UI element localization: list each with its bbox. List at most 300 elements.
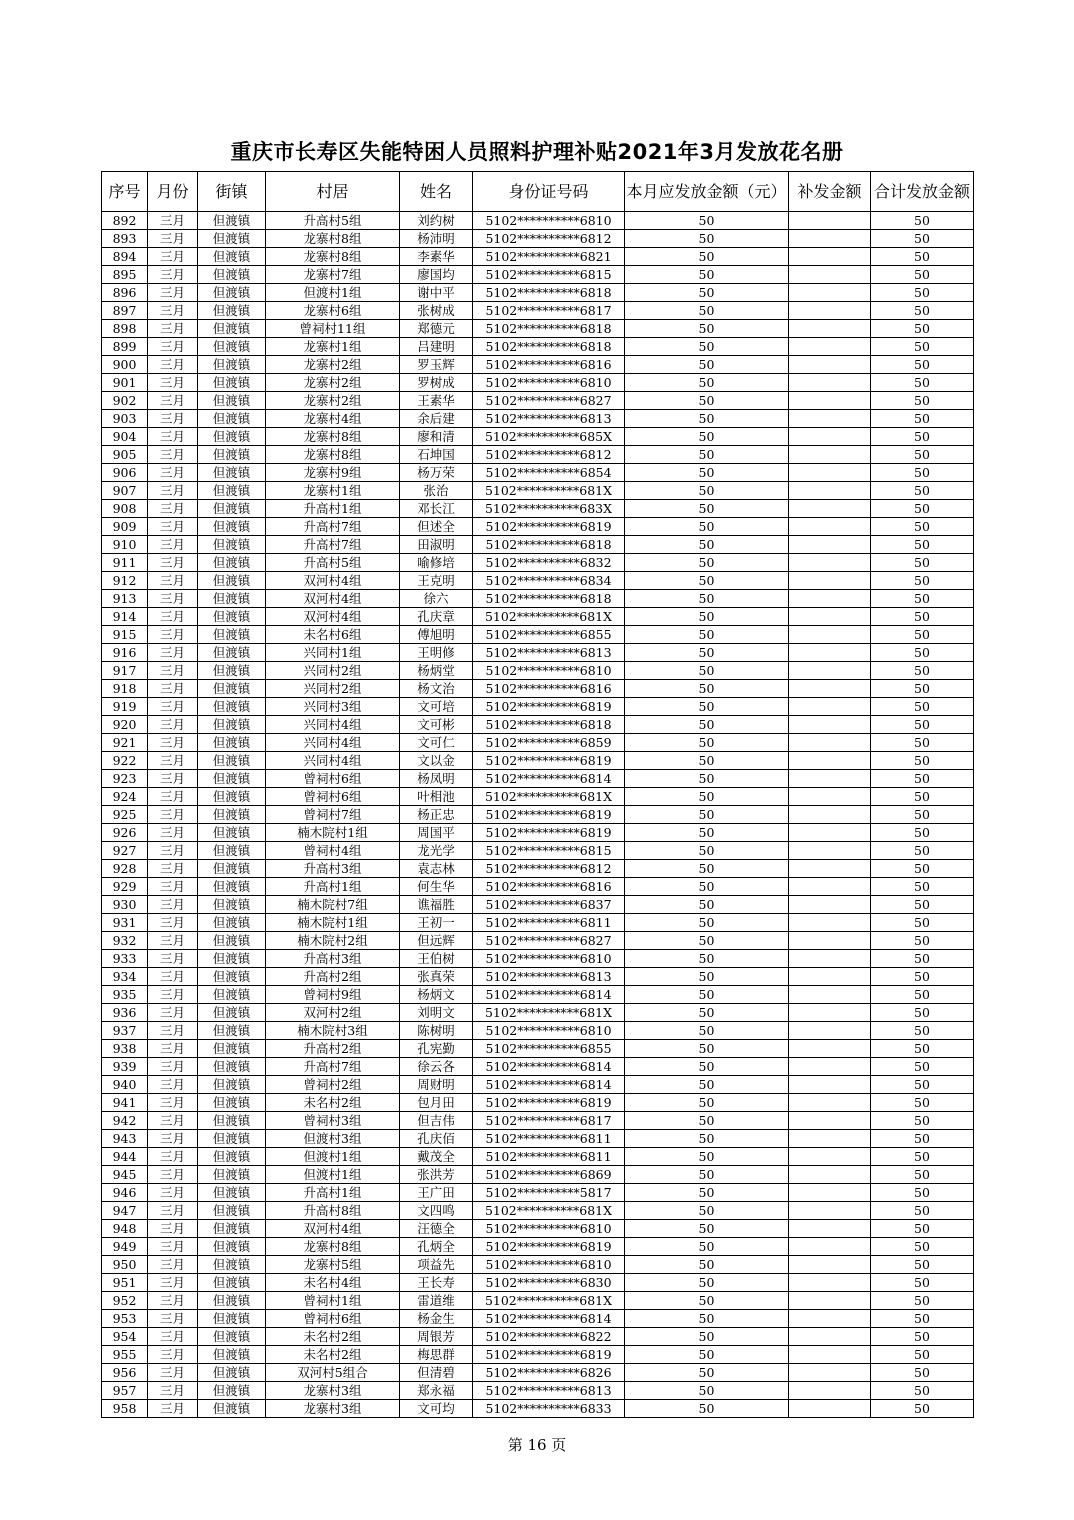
table-row <box>102 410 974 428</box>
row-total-amount: 50 <box>871 1256 974 1274</box>
row-town: 但渡镇 <box>198 284 266 302</box>
row-index: 920 <box>102 716 148 734</box>
row-id-number: 5102**********683X <box>473 500 625 518</box>
row-village: 龙寨村4组 <box>266 410 400 428</box>
row-index: 936 <box>102 1004 148 1022</box>
row-id-number: 5102**********681X <box>473 1292 625 1310</box>
row-id-number: 5102**********6819 <box>473 1346 625 1364</box>
row-monthly-amount: 50 <box>625 1238 789 1256</box>
row-town: 但渡镇 <box>198 716 266 734</box>
row-total-amount: 50 <box>871 896 974 914</box>
row-supplement-amount <box>789 680 871 698</box>
row-name: 罗玉辉 <box>400 356 473 374</box>
row-village: 双河村4组 <box>266 608 400 626</box>
row-village: 龙寨村8组 <box>266 1238 400 1256</box>
row-supplement-amount <box>789 914 871 932</box>
row-town: 但渡镇 <box>198 1400 266 1418</box>
row-total-amount: 50 <box>871 302 974 320</box>
row-id-number: 5102**********681X <box>473 482 625 500</box>
table-body <box>102 212 974 1418</box>
row-index: 929 <box>102 878 148 896</box>
row-supplement-amount <box>789 554 871 572</box>
row-index: 895 <box>102 266 148 284</box>
row-village: 未名村2组 <box>266 1346 400 1364</box>
row-month: 三月 <box>148 1292 198 1310</box>
row-name: 王明修 <box>400 644 473 662</box>
row-name: 戴茂全 <box>400 1148 473 1166</box>
row-name: 孔庆章 <box>400 608 473 626</box>
row-monthly-amount: 50 <box>625 1004 789 1022</box>
row-index: 952 <box>102 1292 148 1310</box>
table-row <box>102 356 974 374</box>
row-month: 三月 <box>148 1112 198 1130</box>
row-monthly-amount: 50 <box>625 1274 789 1292</box>
row-month: 三月 <box>148 572 198 590</box>
row-village: 龙寨村9组 <box>266 464 400 482</box>
row-supplement-amount <box>789 788 871 806</box>
row-supplement-amount <box>789 572 871 590</box>
row-total-amount: 50 <box>871 374 974 392</box>
row-supplement-amount <box>789 446 871 464</box>
row-index: 935 <box>102 986 148 1004</box>
row-name: 王素华 <box>400 392 473 410</box>
row-town: 但渡镇 <box>198 356 266 374</box>
table-row <box>102 1256 974 1274</box>
row-monthly-amount: 50 <box>625 950 789 968</box>
row-month: 三月 <box>148 1328 198 1346</box>
table-row <box>102 734 974 752</box>
row-index: 908 <box>102 500 148 518</box>
row-town: 但渡镇 <box>198 248 266 266</box>
row-index: 910 <box>102 536 148 554</box>
row-village: 龙寨村7组 <box>266 266 400 284</box>
row-name: 张树成 <box>400 302 473 320</box>
row-village: 曾祠村6组 <box>266 788 400 806</box>
row-town: 但渡镇 <box>198 482 266 500</box>
row-id-number: 5102**********6816 <box>473 878 625 896</box>
row-id-number: 5102**********6833 <box>473 1400 625 1418</box>
row-id-number: 5102**********6814 <box>473 770 625 788</box>
table-row <box>102 1202 974 1220</box>
row-town: 但渡镇 <box>198 1346 266 1364</box>
row-total-amount: 50 <box>871 1310 974 1328</box>
row-supplement-amount <box>789 464 871 482</box>
row-index: 939 <box>102 1058 148 1076</box>
row-id-number: 5102**********6855 <box>473 1040 625 1058</box>
row-id-number: 5102**********6813 <box>473 1382 625 1400</box>
row-town: 但渡镇 <box>198 644 266 662</box>
row-month: 三月 <box>148 1238 198 1256</box>
row-monthly-amount: 50 <box>625 1166 789 1184</box>
row-id-number: 5102**********6813 <box>473 644 625 662</box>
row-month: 三月 <box>148 302 198 320</box>
row-id-number: 5102**********6810 <box>473 1022 625 1040</box>
row-index: 955 <box>102 1346 148 1364</box>
row-monthly-amount: 50 <box>625 1310 789 1328</box>
row-supplement-amount <box>789 212 871 230</box>
row-month: 三月 <box>148 428 198 446</box>
table-row <box>102 464 974 482</box>
row-month: 三月 <box>148 464 198 482</box>
row-month: 三月 <box>148 1220 198 1238</box>
table-row <box>102 572 974 590</box>
row-total-amount: 50 <box>871 1166 974 1184</box>
row-supplement-amount <box>789 662 871 680</box>
row-village: 升高村7组 <box>266 518 400 536</box>
row-name: 李素华 <box>400 248 473 266</box>
row-name: 谢中平 <box>400 284 473 302</box>
table-row <box>102 950 974 968</box>
row-total-amount: 50 <box>871 1076 974 1094</box>
row-id-number: 5102**********6811 <box>473 914 625 932</box>
row-month: 三月 <box>148 482 198 500</box>
row-supplement-amount <box>789 1022 871 1040</box>
row-monthly-amount: 50 <box>625 1130 789 1148</box>
row-town: 但渡镇 <box>198 626 266 644</box>
row-supplement-amount <box>789 1202 871 1220</box>
row-total-amount: 50 <box>871 590 974 608</box>
row-id-number: 5102**********6818 <box>473 716 625 734</box>
row-id-number: 5102**********5817 <box>473 1184 625 1202</box>
roster-table <box>101 171 974 1418</box>
row-id-number: 5102**********6837 <box>473 896 625 914</box>
row-name: 王伯树 <box>400 950 473 968</box>
row-town: 但渡镇 <box>198 266 266 284</box>
row-town: 但渡镇 <box>198 392 266 410</box>
row-name: 杨炳堂 <box>400 662 473 680</box>
row-supplement-amount <box>789 1184 871 1202</box>
row-total-amount: 50 <box>871 1292 974 1310</box>
row-id-number: 5102**********6814 <box>473 1058 625 1076</box>
row-total-amount: 50 <box>871 266 974 284</box>
row-village: 升高村7组 <box>266 1058 400 1076</box>
row-monthly-amount: 50 <box>625 716 789 734</box>
row-name: 文以金 <box>400 752 473 770</box>
row-month: 三月 <box>148 248 198 266</box>
row-monthly-amount: 50 <box>625 1346 789 1364</box>
row-total-amount: 50 <box>871 1202 974 1220</box>
row-month: 三月 <box>148 860 198 878</box>
row-supplement-amount <box>789 230 871 248</box>
header-month: 月份 <box>148 172 198 212</box>
row-monthly-amount: 50 <box>625 1040 789 1058</box>
row-index: 941 <box>102 1094 148 1112</box>
row-town: 但渡镇 <box>198 518 266 536</box>
row-total-amount: 50 <box>871 878 974 896</box>
row-id-number: 5102**********6822 <box>473 1328 625 1346</box>
row-month: 三月 <box>148 770 198 788</box>
table-row <box>102 518 974 536</box>
row-supplement-amount <box>789 608 871 626</box>
row-index: 957 <box>102 1382 148 1400</box>
row-total-amount: 50 <box>871 1400 974 1418</box>
row-month: 三月 <box>148 1094 198 1112</box>
row-village: 兴同村2组 <box>266 662 400 680</box>
row-name: 杨文治 <box>400 680 473 698</box>
row-monthly-amount: 50 <box>625 500 789 518</box>
row-monthly-amount: 50 <box>625 302 789 320</box>
row-index: 932 <box>102 932 148 950</box>
row-month: 三月 <box>148 806 198 824</box>
row-month: 三月 <box>148 752 198 770</box>
row-supplement-amount <box>789 536 871 554</box>
row-name: 刘约树 <box>400 212 473 230</box>
row-month: 三月 <box>148 1022 198 1040</box>
row-monthly-amount: 50 <box>625 1148 789 1166</box>
row-name: 杨沛明 <box>400 230 473 248</box>
table-row <box>102 230 974 248</box>
row-monthly-amount: 50 <box>625 752 789 770</box>
row-month: 三月 <box>148 518 198 536</box>
row-name: 袁志林 <box>400 860 473 878</box>
row-name: 陈树明 <box>400 1022 473 1040</box>
row-town: 但渡镇 <box>198 320 266 338</box>
row-name: 梅思群 <box>400 1346 473 1364</box>
table-row <box>102 1184 974 1202</box>
row-town: 但渡镇 <box>198 1310 266 1328</box>
table-row <box>102 626 974 644</box>
row-id-number: 5102**********6813 <box>473 968 625 986</box>
row-month: 三月 <box>148 338 198 356</box>
row-total-amount: 50 <box>871 410 974 428</box>
row-total-amount: 50 <box>871 734 974 752</box>
table-row <box>102 608 974 626</box>
row-town: 但渡镇 <box>198 410 266 428</box>
row-monthly-amount: 50 <box>625 410 789 428</box>
row-name: 周银芳 <box>400 1328 473 1346</box>
row-id-number: 5102**********6817 <box>473 1112 625 1130</box>
row-index: 917 <box>102 662 148 680</box>
row-village: 升高村2组 <box>266 968 400 986</box>
row-total-amount: 50 <box>871 500 974 518</box>
row-monthly-amount: 50 <box>625 338 789 356</box>
row-index: 915 <box>102 626 148 644</box>
row-supplement-amount <box>789 806 871 824</box>
row-name: 王长寿 <box>400 1274 473 1292</box>
row-month: 三月 <box>148 230 198 248</box>
row-total-amount: 50 <box>871 914 974 932</box>
row-total-amount: 50 <box>871 1328 974 1346</box>
row-month: 三月 <box>148 716 198 734</box>
row-monthly-amount: 50 <box>625 644 789 662</box>
row-town: 但渡镇 <box>198 1112 266 1130</box>
row-town: 但渡镇 <box>198 212 266 230</box>
row-village: 升高村3组 <box>266 860 400 878</box>
row-month: 三月 <box>148 608 198 626</box>
row-town: 但渡镇 <box>198 554 266 572</box>
row-name: 但述全 <box>400 518 473 536</box>
row-id-number: 5102**********6818 <box>473 284 625 302</box>
row-town: 但渡镇 <box>198 230 266 248</box>
row-month: 三月 <box>148 590 198 608</box>
row-town: 但渡镇 <box>198 1292 266 1310</box>
row-month: 三月 <box>148 356 198 374</box>
row-index: 913 <box>102 590 148 608</box>
table-row <box>102 842 974 860</box>
table-row <box>102 554 974 572</box>
row-village: 双河村2组 <box>266 1004 400 1022</box>
row-supplement-amount <box>789 356 871 374</box>
row-town: 但渡镇 <box>198 986 266 1004</box>
header-id-number: 身份证号码 <box>473 172 625 212</box>
row-id-number: 5102**********6819 <box>473 1094 625 1112</box>
row-town: 但渡镇 <box>198 1040 266 1058</box>
row-id-number: 5102**********6816 <box>473 680 625 698</box>
row-monthly-amount: 50 <box>625 1382 789 1400</box>
row-village: 兴同村4组 <box>266 752 400 770</box>
row-index: 954 <box>102 1328 148 1346</box>
row-month: 三月 <box>148 320 198 338</box>
table-row <box>102 788 974 806</box>
row-village: 楠木院村3组 <box>266 1022 400 1040</box>
row-supplement-amount <box>789 1130 871 1148</box>
row-town: 但渡镇 <box>198 1058 266 1076</box>
row-index: 921 <box>102 734 148 752</box>
row-index: 922 <box>102 752 148 770</box>
row-monthly-amount: 50 <box>625 626 789 644</box>
table-row <box>102 1022 974 1040</box>
table-row <box>102 1274 974 1292</box>
row-village: 升高村3组 <box>266 950 400 968</box>
row-village: 兴同村2组 <box>266 680 400 698</box>
row-id-number: 5102**********6810 <box>473 1220 625 1238</box>
row-village: 升高村5组 <box>266 554 400 572</box>
row-total-amount: 50 <box>871 716 974 734</box>
row-name: 周财明 <box>400 1076 473 1094</box>
row-total-amount: 50 <box>871 572 974 590</box>
row-total-amount: 50 <box>871 464 974 482</box>
row-index: 911 <box>102 554 148 572</box>
row-monthly-amount: 50 <box>625 1112 789 1130</box>
table-row <box>102 896 974 914</box>
row-total-amount: 50 <box>871 536 974 554</box>
row-index: 953 <box>102 1310 148 1328</box>
row-total-amount: 50 <box>871 320 974 338</box>
row-id-number: 5102**********681X <box>473 1202 625 1220</box>
row-index: 948 <box>102 1220 148 1238</box>
row-id-number: 5102**********6819 <box>473 698 625 716</box>
row-month: 三月 <box>148 1364 198 1382</box>
row-monthly-amount: 50 <box>625 1400 789 1418</box>
row-supplement-amount <box>789 644 871 662</box>
row-village: 兴同村4组 <box>266 734 400 752</box>
table-row <box>102 1004 974 1022</box>
row-month: 三月 <box>148 1076 198 1094</box>
table-row <box>102 752 974 770</box>
row-village: 但渡村1组 <box>266 1166 400 1184</box>
table-row <box>102 1112 974 1130</box>
row-supplement-amount <box>789 770 871 788</box>
row-month: 三月 <box>148 968 198 986</box>
row-town: 但渡镇 <box>198 878 266 896</box>
row-index: 930 <box>102 896 148 914</box>
table-row <box>102 212 974 230</box>
row-monthly-amount: 50 <box>625 554 789 572</box>
row-supplement-amount <box>789 302 871 320</box>
table-row <box>102 320 974 338</box>
row-supplement-amount <box>789 1274 871 1292</box>
row-index: 896 <box>102 284 148 302</box>
row-total-amount: 50 <box>871 950 974 968</box>
row-total-amount: 50 <box>871 1220 974 1238</box>
row-supplement-amount <box>789 428 871 446</box>
row-name: 王广田 <box>400 1184 473 1202</box>
row-index: 923 <box>102 770 148 788</box>
row-name: 杨万荣 <box>400 464 473 482</box>
row-village: 升高村2组 <box>266 1040 400 1058</box>
row-monthly-amount: 50 <box>625 1184 789 1202</box>
row-id-number: 5102**********685X <box>473 428 625 446</box>
table-row <box>102 392 974 410</box>
row-id-number: 5102**********6830 <box>473 1274 625 1292</box>
row-id-number: 5102**********6819 <box>473 518 625 536</box>
row-index: 943 <box>102 1130 148 1148</box>
row-index: 938 <box>102 1040 148 1058</box>
row-monthly-amount: 50 <box>625 518 789 536</box>
row-monthly-amount: 50 <box>625 590 789 608</box>
row-monthly-amount: 50 <box>625 662 789 680</box>
row-month: 三月 <box>148 1382 198 1400</box>
table-row <box>102 482 974 500</box>
row-index: 949 <box>102 1238 148 1256</box>
row-village: 未名村6组 <box>266 626 400 644</box>
row-supplement-amount <box>789 842 871 860</box>
row-town: 但渡镇 <box>198 680 266 698</box>
row-town: 但渡镇 <box>198 590 266 608</box>
row-town: 但渡镇 <box>198 1220 266 1238</box>
row-month: 三月 <box>148 788 198 806</box>
row-month: 三月 <box>148 680 198 698</box>
row-village: 曾祠村7组 <box>266 806 400 824</box>
row-month: 三月 <box>148 536 198 554</box>
row-town: 但渡镇 <box>198 842 266 860</box>
row-index: 951 <box>102 1274 148 1292</box>
row-monthly-amount: 50 <box>625 842 789 860</box>
table-header-row <box>102 172 974 212</box>
row-monthly-amount: 50 <box>625 1076 789 1094</box>
row-month: 三月 <box>148 446 198 464</box>
row-village: 升高村1组 <box>266 1184 400 1202</box>
row-id-number: 5102**********6819 <box>473 806 625 824</box>
row-id-number: 5102**********6855 <box>473 626 625 644</box>
row-town: 但渡镇 <box>198 464 266 482</box>
row-monthly-amount: 50 <box>625 212 789 230</box>
row-total-amount: 50 <box>871 986 974 1004</box>
row-id-number: 5102**********6814 <box>473 1310 625 1328</box>
row-monthly-amount: 50 <box>625 230 789 248</box>
row-supplement-amount <box>789 950 871 968</box>
row-month: 三月 <box>148 932 198 950</box>
row-name: 杨炳文 <box>400 986 473 1004</box>
row-supplement-amount <box>789 1346 871 1364</box>
row-supplement-amount <box>789 482 871 500</box>
row-index: 906 <box>102 464 148 482</box>
row-monthly-amount: 50 <box>625 536 789 554</box>
row-supplement-amount <box>789 1058 871 1076</box>
row-supplement-amount <box>789 392 871 410</box>
row-monthly-amount: 50 <box>625 248 789 266</box>
row-town: 但渡镇 <box>198 914 266 932</box>
row-name: 杨正忠 <box>400 806 473 824</box>
table-row <box>102 338 974 356</box>
row-supplement-amount <box>789 986 871 1004</box>
row-monthly-amount: 50 <box>625 1220 789 1238</box>
row-id-number: 5102**********6819 <box>473 824 625 842</box>
row-total-amount: 50 <box>871 1184 974 1202</box>
row-id-number: 5102**********6818 <box>473 320 625 338</box>
row-id-number: 5102**********6859 <box>473 734 625 752</box>
row-supplement-amount <box>789 1256 871 1274</box>
